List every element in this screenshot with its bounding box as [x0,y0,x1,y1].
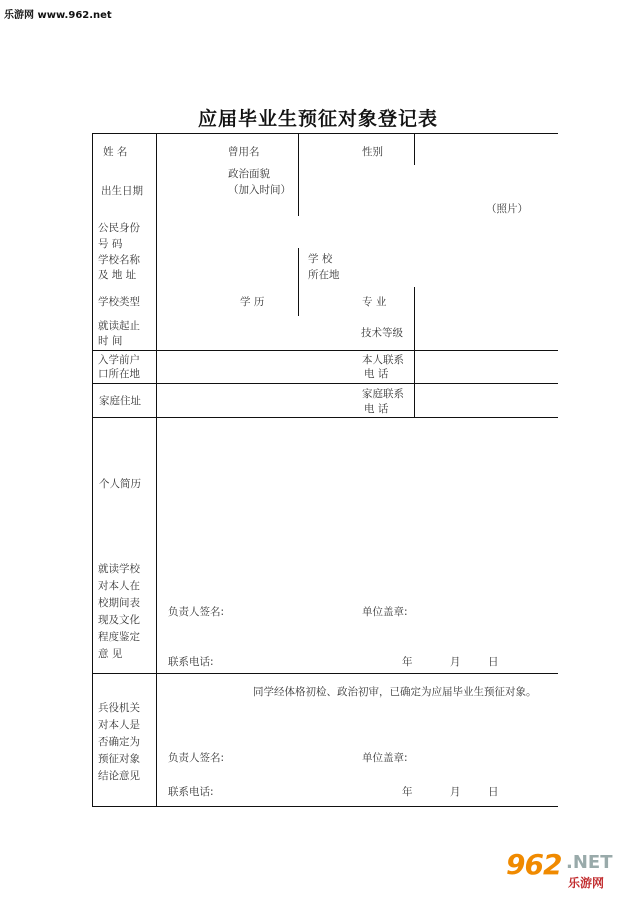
table-line [92,806,558,807]
approval-day: 日 [488,786,499,798]
table-line [92,133,558,134]
label-edu-type: 学校类型 [98,296,140,308]
label-approval-2: 对本人是 [98,719,140,731]
label-home-addr: 家庭住址 [99,395,141,407]
label-political-1: 政治面貌 [228,168,270,180]
table-line [414,350,415,417]
table-line [92,350,558,351]
label-former-name: 曾用名 [228,146,260,158]
approval-seal: 单位盖章: [362,752,408,764]
label-school-opinion-2: 对本人在 [98,580,140,592]
label-hukou-1: 入学前户 [98,354,140,366]
approval-responsible-sign: 负责人签名: [168,752,225,764]
label-photo: （照片） [486,203,528,215]
table-line [92,417,558,418]
label-hukou-2: 口所在地 [98,368,140,380]
table-line [414,287,415,350]
label-id-2: 号 码 [98,238,123,250]
label-school-1: 学校名称 [98,254,140,266]
label-degree: 学 历 [240,296,265,308]
table-line [156,133,157,806]
approval-month: 月 [450,786,461,798]
label-approval-1: 兵役机关 [98,702,140,714]
label-enroll-2: 时 间 [98,335,123,347]
label-name: 姓 名 [103,146,128,158]
label-school-2: 及 地 址 [98,269,137,281]
label-political-2: （加入时间） [228,184,291,196]
label-approval-5: 结论意见 [98,770,140,782]
table-line [92,383,558,384]
label-birth: 出生日期 [101,185,143,197]
watermark-962: 962 [506,848,562,881]
label-tech-level: 技术等级 [361,327,403,339]
label-gender: 性别 [362,146,383,158]
table-line [92,673,558,674]
label-phone-2: 电 话 [364,368,389,380]
school-phone: 联系电话: [168,656,214,668]
label-school-opinion-5: 程度鉴定 [98,631,140,643]
school-year: 年 [402,656,413,668]
approval-phone: 联系电话: [168,786,214,798]
label-approval-3: 否确定为 [98,736,140,748]
watermark-net: .NET [566,852,613,873]
label-id-1: 公民身份 [98,222,140,234]
school-responsible-sign: 负责人签名: [168,606,225,618]
label-school-addr-2: 所在地 [308,269,340,281]
school-month: 月 [450,656,461,668]
table-line [298,248,299,316]
label-resume: 个人简历 [99,478,141,490]
label-enroll-1: 就读起止 [98,320,140,332]
table-line [298,133,299,216]
label-phone-1: 本人联系 [362,354,404,366]
watermark-logo [500,848,630,894]
watermark-cn: 乐游网 [568,876,605,890]
label-school-opinion-3: 校期间表 [98,597,140,609]
label-school-addr-1: 学 校 [308,253,333,265]
school-seal: 单位盖章: [362,606,408,618]
form-title: 应届毕业生预征对象登记表 [197,108,438,130]
table-line [414,133,415,165]
label-home-phone-1: 家庭联系 [362,388,404,400]
approval-year: 年 [402,786,413,798]
approval-text: 同学经体格初检、政治初审，已确定为应届毕业生预征对象。 [253,686,537,698]
school-day: 日 [488,656,499,668]
label-home-phone-2: 电 话 [364,403,389,415]
site-header: 乐游网 www.962.net [4,10,112,21]
table-line [92,133,93,806]
label-approval-4: 预征对象 [98,753,140,765]
label-school-opinion-1: 就读学校 [98,563,140,575]
label-major: 专 业 [362,296,387,308]
label-school-opinion-6: 意 见 [98,648,123,660]
label-school-opinion-4: 现及文化 [98,614,140,626]
